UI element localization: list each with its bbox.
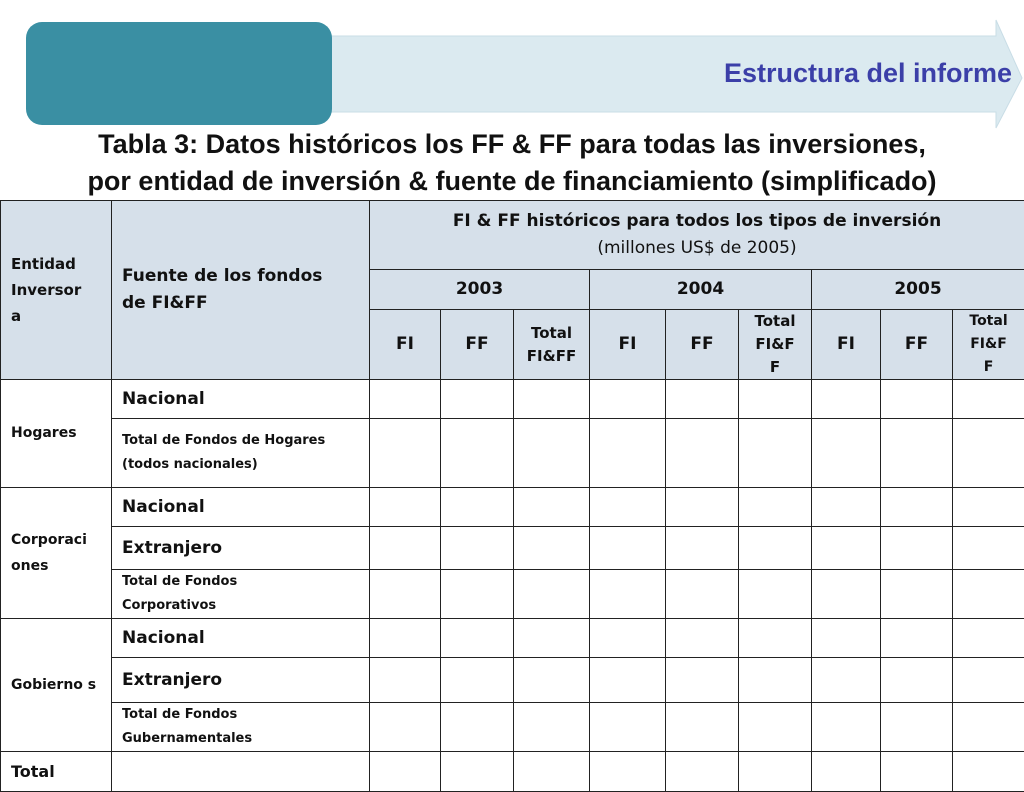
header-year-2004: 2004 [590, 270, 812, 310]
entity-gobiernos-label: Gobierno s [11, 672, 97, 698]
data-cell [812, 658, 881, 703]
data-cell [739, 380, 812, 419]
teal-header-tab [26, 22, 332, 125]
data-cell [739, 419, 812, 488]
data-cell [666, 752, 739, 792]
data-cell [514, 619, 590, 658]
source-extranjero: Extranjero [112, 658, 370, 703]
source-nacional: Nacional [112, 488, 370, 527]
header-total-2004 [739, 310, 812, 380]
entity-total: Total [1, 752, 112, 792]
data-cell [370, 658, 441, 703]
data-cell [590, 570, 666, 619]
data-cell [739, 527, 812, 570]
table-row [1, 570, 1024, 619]
data-cell [739, 658, 812, 703]
data-cell [812, 488, 881, 527]
table-row [1, 419, 1024, 488]
data-cell [590, 752, 666, 792]
data-cell [514, 488, 590, 527]
data-cell [666, 380, 739, 419]
data-cell [881, 488, 953, 527]
table-row [1, 703, 1024, 752]
header-ff-2003: FF [441, 310, 514, 380]
data-cell [370, 488, 441, 527]
data-cell [514, 527, 590, 570]
data-cell [666, 703, 739, 752]
header-total-2003 [514, 310, 590, 380]
header-fi-2003: FI [370, 310, 441, 380]
data-cell [514, 752, 590, 792]
entity-hogares: Hogares [1, 380, 112, 488]
header-source-label: Fuente de los fondos de FI&FF [122, 263, 342, 317]
source-total-corporativos [112, 570, 370, 619]
data-cell [812, 380, 881, 419]
data-cell [590, 703, 666, 752]
data-cell [370, 703, 441, 752]
data-cell [514, 380, 590, 419]
data-cell [953, 527, 1024, 570]
data-cell [441, 570, 514, 619]
table-title-line-2: por entidad de inversión & fuente de financiamiento (simplificado) [0, 163, 1024, 200]
data-cell [370, 752, 441, 792]
source-total-gob-line-1: Total de Fondos [122, 703, 369, 727]
data-cell [739, 619, 812, 658]
data-cell [881, 752, 953, 792]
data-cell [441, 488, 514, 527]
data-cell [666, 419, 739, 488]
data-cell [590, 527, 666, 570]
data-cell [590, 488, 666, 527]
section-title: Estructura del informe [724, 58, 1012, 89]
header-year-2003: 2003 [370, 270, 590, 310]
data-cell [441, 419, 514, 488]
data-cell [812, 703, 881, 752]
header-total-2003-label: Total FI&FF [524, 322, 580, 368]
data-cell [590, 619, 666, 658]
data-cell [881, 527, 953, 570]
data-cell [441, 527, 514, 570]
table-row [1, 380, 1024, 419]
data-cell [953, 658, 1024, 703]
header-group [370, 201, 1024, 270]
source-total-hogares-line-2: (todos nacionales) [122, 453, 369, 477]
data-cell [953, 570, 1024, 619]
data-cell [590, 380, 666, 419]
header-fi-2005: FI [812, 310, 881, 380]
data-cell [441, 752, 514, 792]
data-cell [812, 570, 881, 619]
source-total-hogares [112, 419, 370, 488]
data-cell [441, 380, 514, 419]
data-cell [514, 419, 590, 488]
data-cell [370, 570, 441, 619]
data-cell [666, 658, 739, 703]
table-title-line-1: Tabla 3: Datos históricos los FF & FF para todas las inversiones, [0, 126, 1024, 163]
entity-corporaciones [1, 488, 112, 619]
data-cell [953, 488, 1024, 527]
header-entity-label: Entidad Inversor a [11, 251, 91, 329]
header-total-2004-label: Total FI&F F [750, 310, 800, 379]
table-row [1, 619, 1024, 658]
data-cell [953, 380, 1024, 419]
data-cell [590, 419, 666, 488]
data-cell [812, 527, 881, 570]
data-cell [514, 703, 590, 752]
header-group-line-1: FI & FF históricos para todos los tipos de inversión [370, 208, 1024, 235]
header-fi-2004: FI [590, 310, 666, 380]
table-row [1, 488, 1024, 527]
table-title [0, 126, 1024, 200]
data-cell [739, 703, 812, 752]
data-cell [953, 419, 1024, 488]
header-ff-2004: FF [666, 310, 739, 380]
data-cell [739, 570, 812, 619]
data-cell [370, 380, 441, 419]
data-cell [370, 619, 441, 658]
source-total-hogares-line-1: Total de Fondos de Hogares [122, 429, 369, 453]
data-cell [441, 658, 514, 703]
header-total-2005 [953, 310, 1024, 380]
source-total-gob-line-2: Gubernamentales [122, 727, 369, 751]
table-row [1, 752, 1024, 792]
data-cell [881, 658, 953, 703]
header-entity [1, 201, 112, 380]
header-ff-2005: FF [881, 310, 953, 380]
header-group-line-2: (millones US$ de 2005) [370, 235, 1024, 262]
source-nacional: Nacional [112, 380, 370, 419]
source-total-gubernamentales [112, 703, 370, 752]
entity-corporaciones-label: Corporaci ones [11, 527, 97, 579]
data-cell [881, 619, 953, 658]
data-cell [881, 570, 953, 619]
data-cell [881, 419, 953, 488]
entity-gobiernos [1, 619, 112, 752]
data-cell [881, 703, 953, 752]
data-cell [666, 488, 739, 527]
data-cell [953, 752, 1024, 792]
data-cell [514, 570, 590, 619]
data-cell [953, 703, 1024, 752]
data-cell [812, 619, 881, 658]
header-source [112, 201, 370, 380]
data-cell [666, 527, 739, 570]
data-cell [590, 658, 666, 703]
data-cell [812, 752, 881, 792]
data-cell [953, 619, 1024, 658]
data-cell [514, 658, 590, 703]
data-cell [370, 527, 441, 570]
data-cell [881, 380, 953, 419]
table-row [1, 527, 1024, 570]
data-cell [112, 752, 370, 792]
source-extranjero: Extranjero [112, 527, 370, 570]
header-total-2005-label: Total FI&F F [966, 310, 1012, 379]
source-total-corp-line-2: Corporativos [122, 594, 369, 618]
financing-table [0, 200, 1024, 792]
data-cell [739, 488, 812, 527]
data-cell [812, 419, 881, 488]
data-cell [370, 419, 441, 488]
data-cell [441, 703, 514, 752]
source-nacional: Nacional [112, 619, 370, 658]
data-cell [666, 619, 739, 658]
table-row [1, 658, 1024, 703]
source-total-corp-line-1: Total de Fondos [122, 570, 369, 594]
data-cell [666, 570, 739, 619]
data-cell [441, 619, 514, 658]
header-year-2005: 2005 [812, 270, 1024, 310]
data-cell [739, 752, 812, 792]
